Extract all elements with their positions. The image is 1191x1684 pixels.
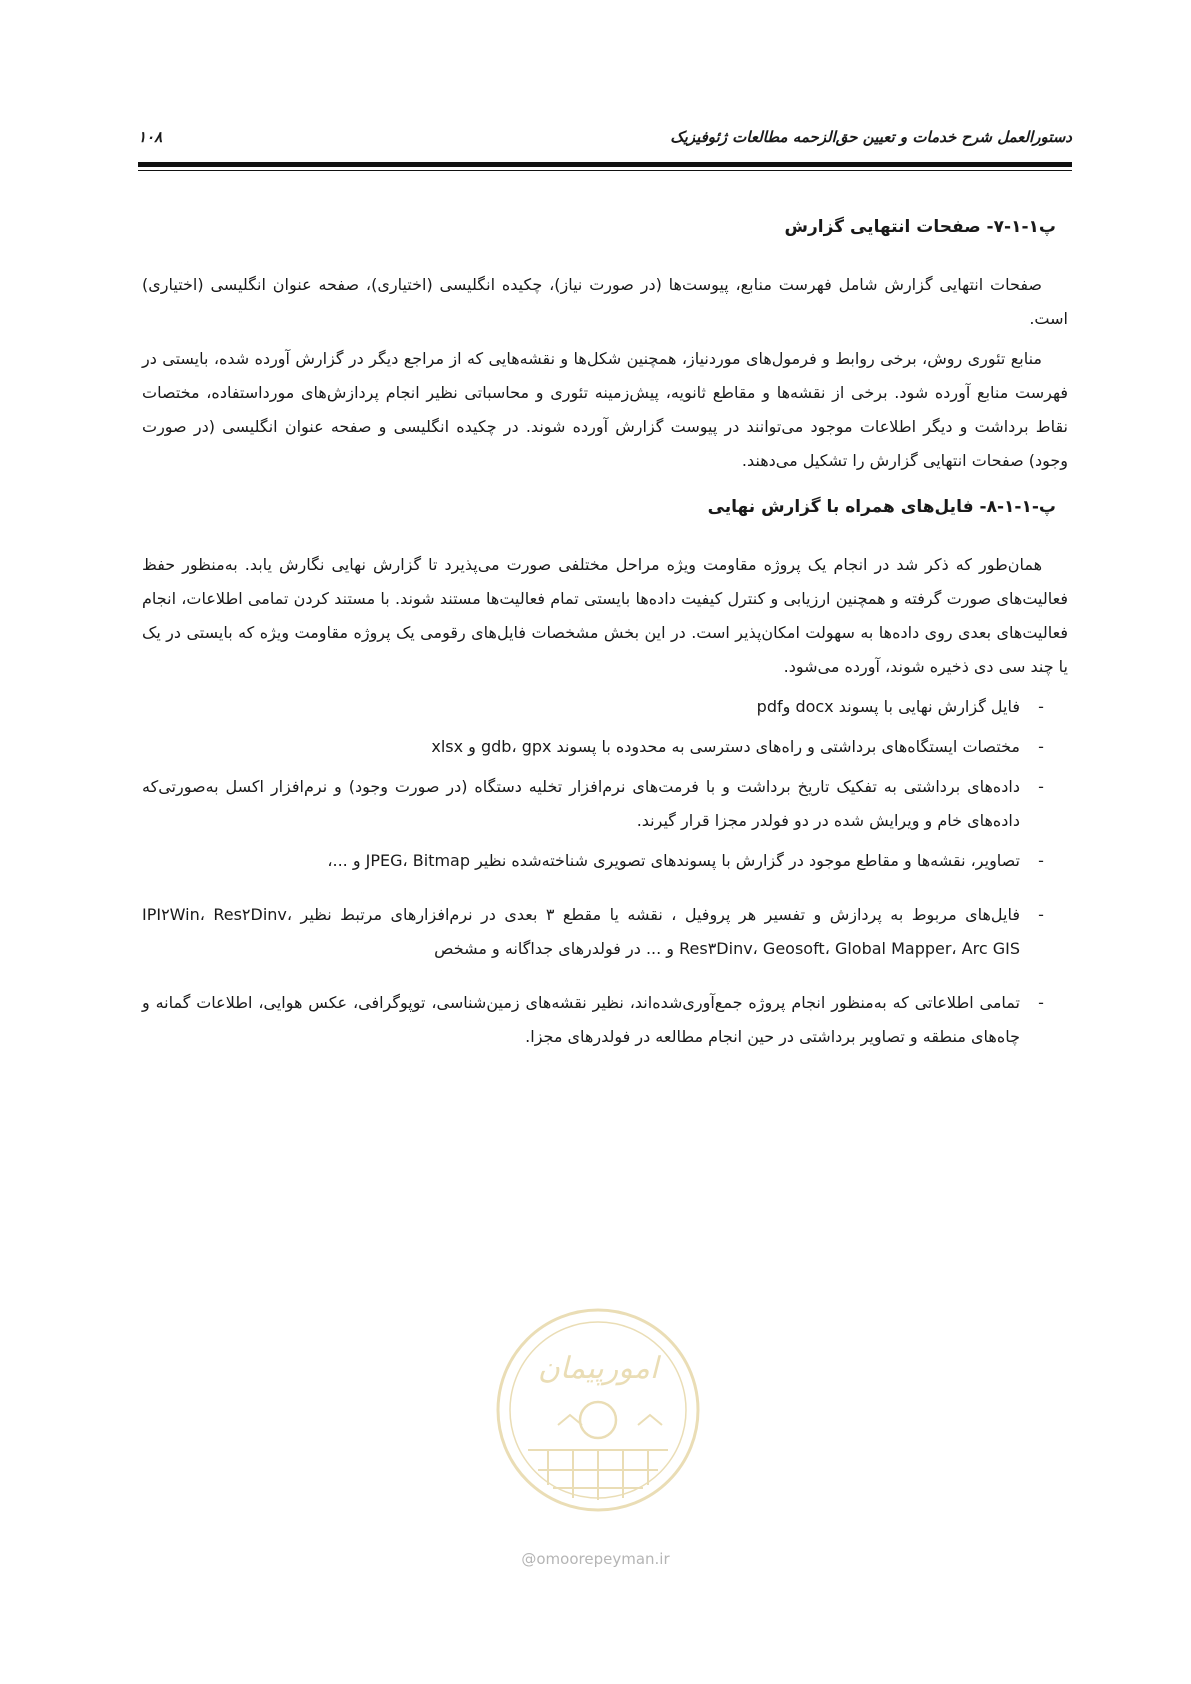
bullet-dash: -	[1038, 777, 1044, 796]
page-body	[142, 200, 1068, 1060]
list-item	[142, 730, 1068, 764]
list-item-text: داده‌های برداشتی به تفکیک تاریخ برداشت و با فرمت‌های نرم‌افزار تخلیه دستگاه (در صورت وجود) و نرم‌افزار اکسل به‌صورتی‌که داده‌های خام و ویرایش شده در دو فولدر مجزا قرار گیرند.	[142, 777, 1020, 830]
paragraph: صفحات انتهایی گزارش شامل فهرست منابع، پیوست‌ها (در صورت نیاز)، چکیده انگلیسی (اختیاری)، صفحه عنوان انگلیسی (اختیاری) است.	[142, 275, 1068, 328]
section-heading-8: پ-۱-۱-۸- فایل‌های همراه با گزارش نهایی	[707, 497, 1056, 517]
bullet-dash: -	[1038, 697, 1044, 716]
header-rule-thin	[138, 170, 1072, 171]
bullet-dash: -	[1038, 905, 1044, 924]
list-item	[142, 986, 1068, 1054]
watermark-logo-icon	[488, 1300, 708, 1530]
page-header	[138, 126, 1072, 148]
list-item	[142, 770, 1068, 838]
list-item	[142, 844, 1068, 878]
list-item-text: فایل‌های مربوط به پردازش و تفسیر هر پروفیل ، نقشه یا مقطع ۳ بعدی در نرم‌افزارهای مرتبط نظیر IPI۲Win، Res۲Dinv، Res۳Dinv، Geosoft، Global Mapper، Arc GIS و ... در فولدرهای جداگانه و مشخص	[142, 905, 1021, 958]
header-rule-thick	[138, 162, 1072, 167]
watermark-logo-text: امورپیمان	[537, 1351, 659, 1386]
list-item-text: تمامی اطلاعاتی که به‌منظور انجام پروژه جمع‌آوری‌شده‌اند، نظیر نقشه‌های زمین‌شناسی، توپوگرافی، عکس هوایی، اطلاعات گمانه و چاه‌های منطقه و تصاویر برداشتی در حین انجام مطالعه در فولدرهای مجزا.	[142, 993, 1020, 1046]
section-heading-7: پ۱-۱-۷- صفحات انتهایی گزارش	[784, 217, 1056, 237]
list-item-text: مختصات ایستگاه‌های برداشتی و راه‌های دسترسی به محدوده با پسوند gdb، gpx و xlsx	[431, 737, 1020, 756]
list-item-text: فایل گزارش نهایی با پسوند docx وpdf	[756, 697, 1020, 716]
paragraph: همان‌طور که ذکر شد در انجام یک پروژه مقاومت ویژه مراحل مختلفی صورت می‌پذیرد تا گزارش نهایی نگارش یابد. به‌منظور حفظ فعالیت‌های صورت گرفته و همچنین ارزیابی و کنترل کیفیت داده‌ها بایستی تمام فعالیت‌ها مستند شوند. با مستند کردن تمامی اطلاعات، انجام فعالیت‌های بعدی روی داده‌ها به سهولت امکان‌پذیر است. در این بخش مشخصات فایل‌های رقومی یک پروژه مقاومت ویژه که بایستی در یک یا چند سی دی ذخیره شوند، آورده می‌شود.	[142, 555, 1068, 676]
bullet-dash: -	[1038, 993, 1044, 1012]
page-number: ۱۰۸	[138, 128, 163, 146]
bullet-dash: -	[1038, 851, 1044, 870]
list-item	[142, 690, 1068, 724]
file-list	[142, 690, 1068, 1054]
paragraph: منابع تئوری روش، برخی روابط و فرمول‌های موردنیاز، همچنین شکل‌ها و نقشه‌هایی که از مراجع دیگر در گزارش آورده شده، بایستی در فهرست منابع آورده شود. برخی از نقشه‌ها و مقاطع ثانویه، پیش‌زمینه تئوری و محاسباتی نظیر انجام پردازش‌های مورداستفاده، مختصات نقاط برداشت و دیگر اطلاعات موجود می‌توانند در پیوست گزارش آورده شوند. در چکیده انگلیسی و صفحه عنوان انگلیسی (در صورت وجود) صفحات انتهایی گزارش را تشکیل می‌دهند.	[142, 349, 1068, 470]
running-title: دستورالعمل شرح خدمات و تعیین حق‌الزحمه مطالعات ژئوفیزیک	[670, 128, 1072, 146]
watermark-url: @omoorepeyman.ir	[521, 1550, 670, 1568]
list-item-text: تصاویر، نقشه‌ها و مقاطع موجود در گزارش با پسوندهای تصویری شناخته‌شده نظیر JPEG، Bitmap و ...،	[327, 851, 1020, 870]
list-item	[142, 898, 1068, 966]
bullet-dash: -	[1038, 737, 1044, 756]
